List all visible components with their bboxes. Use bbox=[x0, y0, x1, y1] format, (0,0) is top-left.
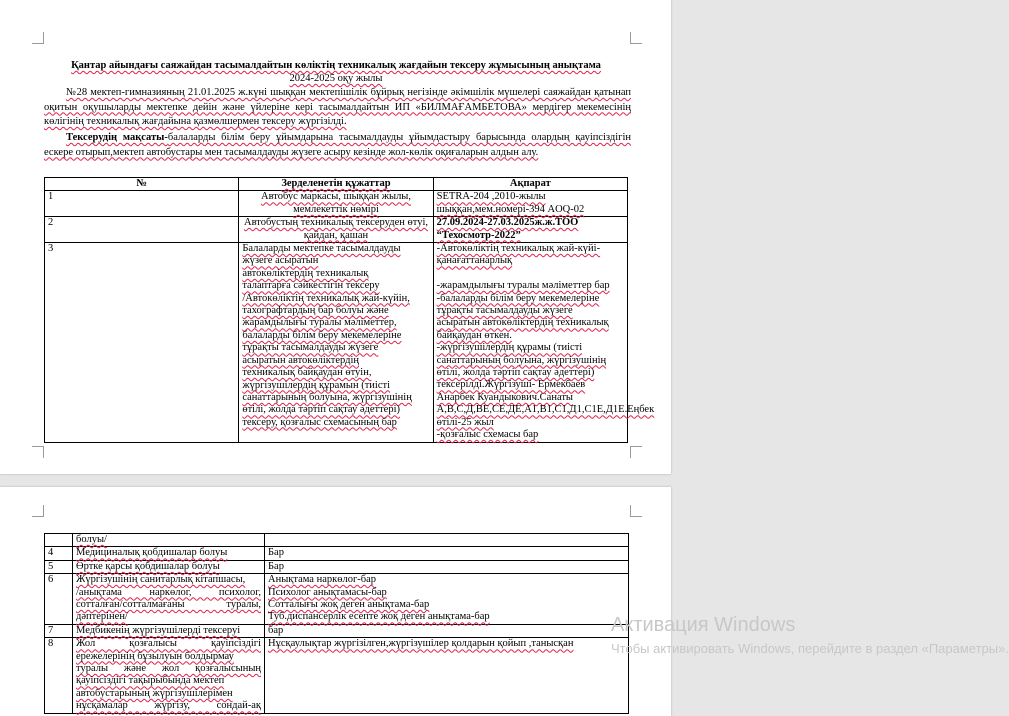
row-info: SETRA-204 ,2010-жылы шыққан,мем.номері-394 AOQ-02 bbox=[433, 191, 627, 217]
row-document: Жол қозғалысы қауіпсіздігі ережелерінің бұзылуын болдырмау туралы және жол қозғалысының қауіпсіздігі тақырыбында мектеп автобустарының жүргізушілерімен нұсқамалар жүргізу, сондай-ақ bbox=[73, 638, 265, 713]
windows-activation-watermark bbox=[611, 612, 1009, 660]
row-info: бар bbox=[265, 624, 629, 637]
purpose-text: балаларды білім беру ұйымдарына тасымалдауды ұйымдастыру барысында олардың қауіпсіздігін ескере отырып,мектеп автобустары мен тасымалдауды жүзеге асыру кезінде жол-көлік оқиғаларын алдын алу. bbox=[44, 132, 631, 158]
header-info: Ақпарат bbox=[433, 178, 627, 191]
table-row bbox=[45, 638, 629, 713]
table-row bbox=[45, 191, 628, 217]
row-document: болуы/ bbox=[73, 534, 265, 547]
row-document: Балаларды мектепке тасымалдауды жүзеге асыратын автокөліктердің техникалық талаптарға сәйкестігін тексеру /Автокөліктің техникалық жай-күйін, тахографтардың бар болуы және жарамдылығы туралы мәліметтер, балаларды білім беру мекемелеріне тұрақты тасымалдауды жүзеге асыратын автокөліктердің техникалық байқаудан өтуін, жүргізушілердің құрамын (тиісті санаттарының болуына, жүргізушінің өтілі, жолда тәртіп сақтау әдеттері) тексеру, қозғалыс схемасының бар bbox=[239, 243, 433, 442]
row-number: 4 bbox=[45, 547, 73, 560]
row-info: Нұсқаулықтар жүргізілген,жүргізушілер қолдарын қойып ,танысқан bbox=[265, 638, 629, 713]
document-title: Қантар айындағы саяжайдан тасымалдайтын көліктің техникалық жағдайын тексеру жұмысының анықтама bbox=[71, 60, 601, 71]
row-info: Бар bbox=[265, 560, 629, 573]
table-row bbox=[45, 547, 629, 560]
intro-paragraph: №28 мектеп-гимназияның 21.01.2025 ж.күні шыққан мектепішілік бұйрық негізінде әкімшілік мүшелері саяжайдан қатынап оқитын оқушыларды мектепке дейін және үйлеріне кері тасымалдайтын ИП «БИЛМАҒАМБЕТОВА» мердігер мекемесінің көлігінің техникалық жағдайына қазмөлшермен тексеру жүргізілді. bbox=[44, 87, 631, 127]
inspection-table bbox=[44, 177, 655, 443]
row-document: Жүргізушінің санитарлық кітапшасы, /анықтама наркөлог, психолог, сотталған/сотталмағаны туралы, дәптерінен/ bbox=[73, 574, 265, 625]
table-row bbox=[45, 574, 629, 625]
row-info: Анықтама наркөлог-бар Психолог анықтамасы-бар Сотталығы жоқ деген анықтама-бар Туб.диспансерлік есепте жоқ деген анықтама-бар bbox=[265, 574, 629, 625]
row-number: 3 bbox=[45, 243, 239, 442]
row-document: Автобустың техникалық тексеруден өтуі, қайдан, қашан bbox=[239, 217, 433, 243]
row-info: 27.09.2024-27.03.2025ж.ж.ТОО “Техосмотр-2022” bbox=[433, 217, 627, 243]
header-number: № bbox=[45, 178, 239, 191]
document-subtitle: 2024-2025 оқу жылы bbox=[289, 73, 383, 84]
table-row bbox=[45, 624, 629, 637]
row-number: 1 bbox=[45, 191, 239, 217]
margin-mark bbox=[630, 32, 642, 44]
row-number: 6 bbox=[45, 574, 73, 625]
header-documents: Зерделенетін құжаттар bbox=[239, 178, 433, 191]
table-row bbox=[45, 217, 628, 243]
row-number: 2 bbox=[45, 217, 239, 243]
margin-mark bbox=[32, 505, 44, 517]
row-info: Бар bbox=[265, 547, 629, 560]
purpose-label: Тексерудің мақсаты- bbox=[66, 132, 168, 143]
row-number: 8 bbox=[45, 638, 73, 713]
row-document: Автобус маркасы, шыққан жылы, мемлекеттік нөмірі bbox=[239, 191, 433, 217]
row-document: Медбикенің жүргізушілерді тексеруі bbox=[73, 624, 265, 637]
watermark-subtitle: Чтобы активировать Windows, перейдите в раздел «Параметры». bbox=[611, 641, 1009, 656]
row-document: Медициналық қобдишалар болуы bbox=[73, 547, 265, 560]
row-number: 5 bbox=[45, 560, 73, 573]
watermark-title: Активация Windows bbox=[611, 614, 796, 636]
inspection-table-continued bbox=[44, 533, 629, 714]
row-number: 7 bbox=[45, 624, 73, 637]
row-document: Өртке қарсы қобдишалар болуы bbox=[73, 560, 265, 573]
purpose-paragraph bbox=[44, 131, 631, 160]
margin-mark bbox=[32, 446, 44, 458]
row-info: -Автокөліктің техникалық жай-күйі-қанағаттанарлық -жарамдылығы туралы мәліметтер бар -балаларды білім беру мекемелеріне тұрақты тасымалдауды жүзеге асыратын автокөліктердің техникалық байқаудан өткен. -жүргізушілердің құрамы (тиісті санаттарының болуына, жүргізушінің өтілі, жолда тәртіп сақтау әдеттері) тексерілді.Жүргізуші- Ермекбаев Анарбек Куандыкович.Санаты А,В,С,Д,ВЕ,СЕ,ДЕ,А1,В1,С1,Д1,С1Е,Д1Е.Еңбек өтілі-25 жыл -қозғалыс схемасы бар bbox=[433, 243, 627, 442]
margin-mark bbox=[630, 446, 642, 458]
document-page-1 bbox=[0, 0, 671, 474]
row-info bbox=[265, 534, 629, 547]
table-row bbox=[45, 560, 629, 573]
margin-mark bbox=[32, 32, 44, 44]
table-header-row bbox=[45, 178, 628, 191]
margin-mark bbox=[630, 505, 642, 517]
row-number bbox=[45, 534, 73, 547]
table-row bbox=[45, 534, 629, 547]
table-row bbox=[45, 243, 628, 442]
